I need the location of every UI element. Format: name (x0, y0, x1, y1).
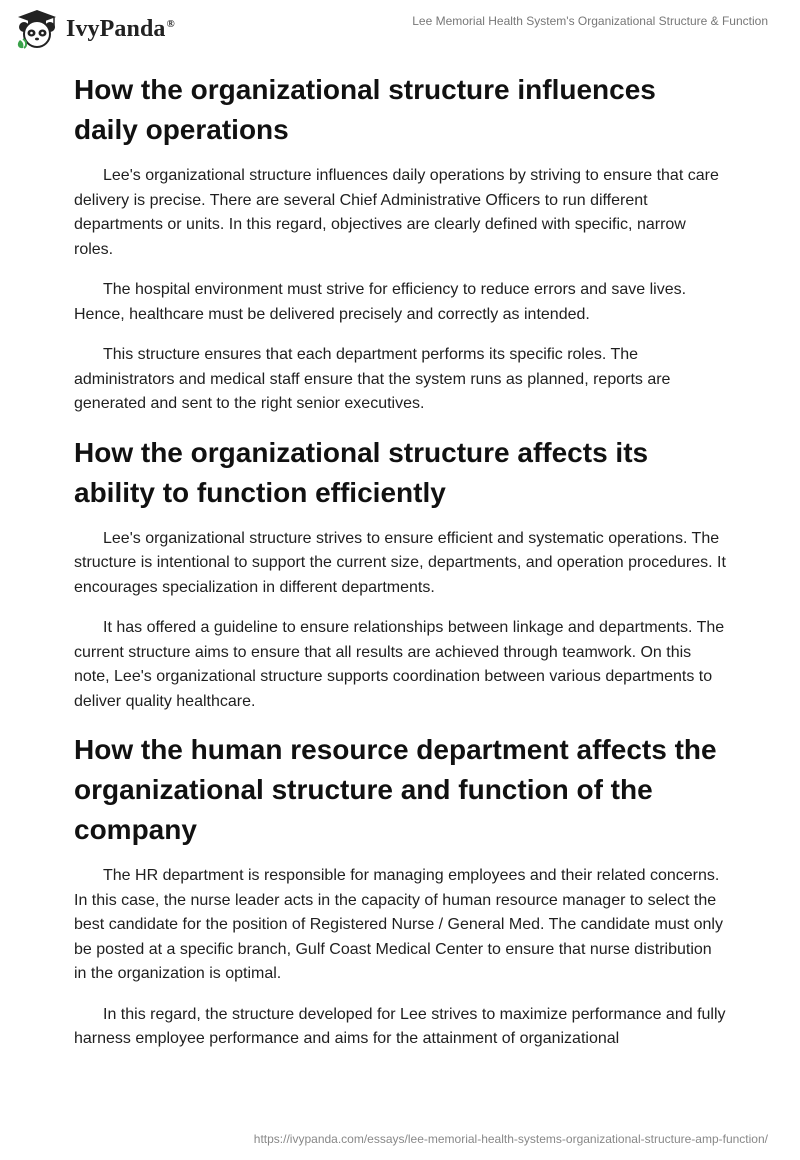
paragraph: It has offered a guideline to ensure relationships between linkage and departments. The current structure aims to ensure that all results are achieved through teamwork. On this note, Lee's organizational structure supports coordination between various departments to deliver quality healthcare. (74, 619, 725, 710)
section-heading: How the organizational structure influences daily operations (74, 74, 656, 145)
paragraph: In this regard, the structure developed for Lee strives to maximize performance and fully harness employee performance and aims for the attainment of organizational (74, 1005, 726, 1047)
source-url-link[interactable]: https://ivypanda.com/essays/lee-memorial-health-systems-organizational-structure-amp-function/ (253, 1132, 768, 1146)
section-human-resource (74, 730, 726, 1052)
paragraph: Lee's organizational structure influences daily operations by striving to ensure that care delivery is precise. There are several Chief Administrative Officers to run different departments or units. In this regard, objectives are clearly defined with specific, narrow roles. (74, 167, 719, 258)
document-title: Lee Memorial Health System's Organizational Structure & Function (412, 14, 768, 28)
article-body (74, 70, 726, 1068)
logo-text: IvyPanda® (66, 15, 175, 42)
section-function-efficiently (74, 433, 726, 715)
paragraph: Lee's organizational structure strives to ensure efficient and systematic operations. The structure is intentional to support the current size, departments, and operation procedures. It encourages specialization in different departments. (74, 529, 726, 596)
section-heading: How the human resource department affects the organizational structure and function of the company (74, 734, 717, 845)
panda-graduate-icon (14, 8, 60, 50)
page-header (0, 0, 800, 60)
paragraph: The hospital environment must strive for efficiency to reduce errors and save lives. Hence, healthcare must be delivered precisely and correctly as intended. (74, 281, 687, 323)
ivypanda-logo[interactable] (14, 8, 175, 50)
section-daily-operations (74, 70, 726, 417)
paragraph: This structure ensures that each department performs its specific roles. The administrators and medical staff ensure that the system runs as planned, reports are generated and sent to the right senior executives. (74, 346, 671, 412)
section-heading: How the organizational structure affects its ability to function efficiently (74, 436, 649, 508)
paragraph: The HR department is responsible for managing employees and their related concerns. In this case, the nurse leader acts in the capacity of human resource manager to select the best candidate for the position of Registered Nurse / General Med. The candidate must only be posted at a specific branch, Gulf Coast Medical Center to ensure that nurse distribution in the organization is optimal. (74, 867, 723, 982)
